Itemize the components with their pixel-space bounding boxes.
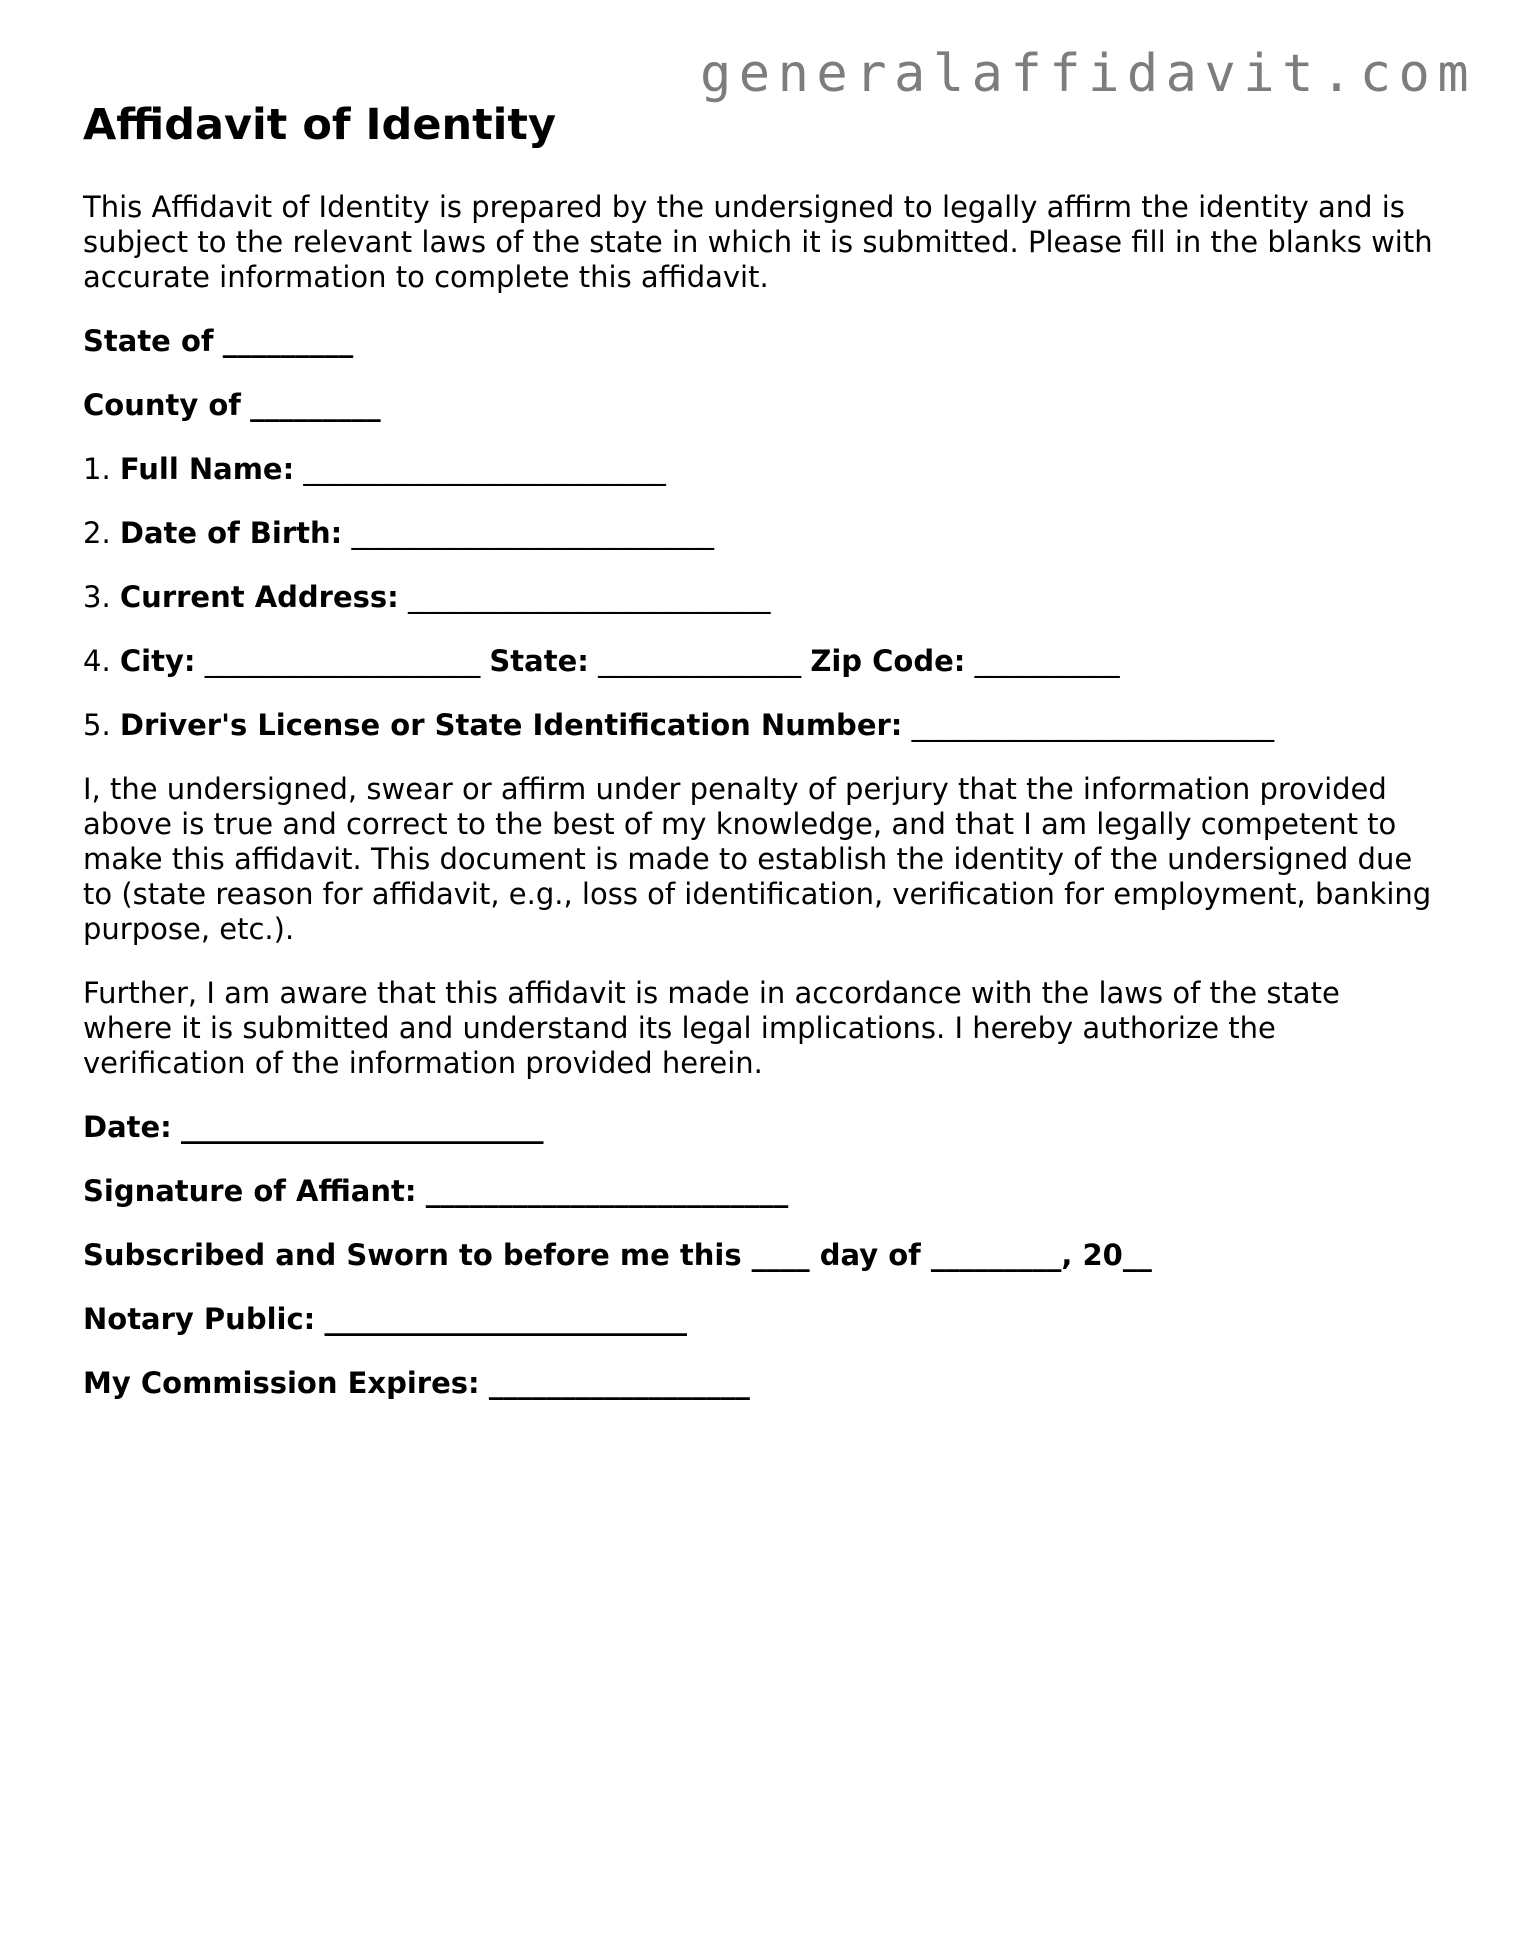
license-number: 5.	[83, 707, 111, 742]
city-number: 4.	[83, 643, 111, 678]
zip-blank[interactable]: __________	[974, 643, 1120, 678]
sworn-line: Subscribed and Sworn to before me this ____ day of _________, 20__	[83, 1237, 1152, 1272]
notary-label: Notary Public:	[83, 1301, 316, 1336]
state-of-blank[interactable]: _________	[222, 323, 354, 358]
commission-label: My Commission Expires:	[83, 1365, 480, 1400]
county-of-line	[83, 388, 1433, 423]
state-label: State:	[489, 643, 589, 678]
notary-line	[83, 1302, 1433, 1337]
city-blank[interactable]: ___________________	[204, 643, 481, 678]
state-of-line	[83, 324, 1433, 359]
dob-label: Date of Birth:	[119, 515, 343, 550]
signature-line	[83, 1174, 1433, 1209]
full-name-label: Full Name:	[119, 451, 295, 486]
signature-blank[interactable]: _________________________	[425, 1173, 789, 1208]
signature-label: Signature of Affiant:	[83, 1173, 417, 1208]
full-name-line	[83, 452, 1433, 487]
date-label: Date:	[83, 1109, 172, 1144]
affirmation-paragraph: I, the undersigned, swear or affirm under penalty of perjury that the information provided above is true and correct to the best of my knowledge, and that I am legally competent to make this affidavit. This document is made to establish the identity of the undersigned due to (state reason for affidavit, e.g., loss of identification, verification for employment, banking purpose, etc.).	[83, 771, 1432, 946]
dob-blank[interactable]: _________________________	[351, 515, 714, 550]
document-title: Affidavit of Identity	[83, 100, 556, 150]
commission-blank[interactable]: __________________	[488, 1365, 750, 1400]
state-of-label: State of	[83, 323, 214, 358]
state-blank[interactable]: ______________	[598, 643, 802, 678]
further-paragraph: Further, I am aware that this affidavit is made in accordance with the laws of the state where it is submitted and understand its legal implications. I hereby authorize the verification of the information provided herein.	[83, 975, 1340, 1080]
dob-line	[83, 516, 1433, 551]
address-line	[83, 580, 1433, 615]
full-name-number: 1.	[83, 451, 111, 486]
watermark-text: generalaffidavit.com	[700, 44, 1477, 104]
notary-blank[interactable]: _________________________	[324, 1301, 687, 1336]
intro-paragraph: This Affidavit of Identity is prepared by the undersigned to legally affirm the identity and is subject to the relevant laws of the state in which it is submitted. Please fill in the blanks with accurate information to complete this affidavit.	[83, 189, 1433, 294]
date-blank[interactable]: _________________________	[181, 1109, 544, 1144]
full-name-blank[interactable]: _________________________	[303, 451, 666, 486]
affidavit-document	[83, 100, 1433, 1401]
address-blank[interactable]: _________________________	[407, 579, 771, 614]
zip-label: Zip Code:	[810, 643, 966, 678]
address-label: Current Address:	[119, 579, 399, 614]
address-number: 3.	[83, 579, 111, 614]
license-blank[interactable]: _________________________	[911, 707, 1275, 742]
license-line	[83, 708, 1433, 743]
city-label: City:	[119, 643, 196, 678]
county-of-blank[interactable]: _________	[250, 387, 381, 422]
commission-line	[83, 1366, 1433, 1401]
dob-number: 2.	[83, 515, 111, 550]
county-of-label: County of	[83, 387, 241, 422]
city-state-zip-line	[83, 644, 1433, 679]
license-label: Driver's License or State Identification Number:	[119, 707, 903, 742]
date-line	[83, 1110, 1433, 1145]
